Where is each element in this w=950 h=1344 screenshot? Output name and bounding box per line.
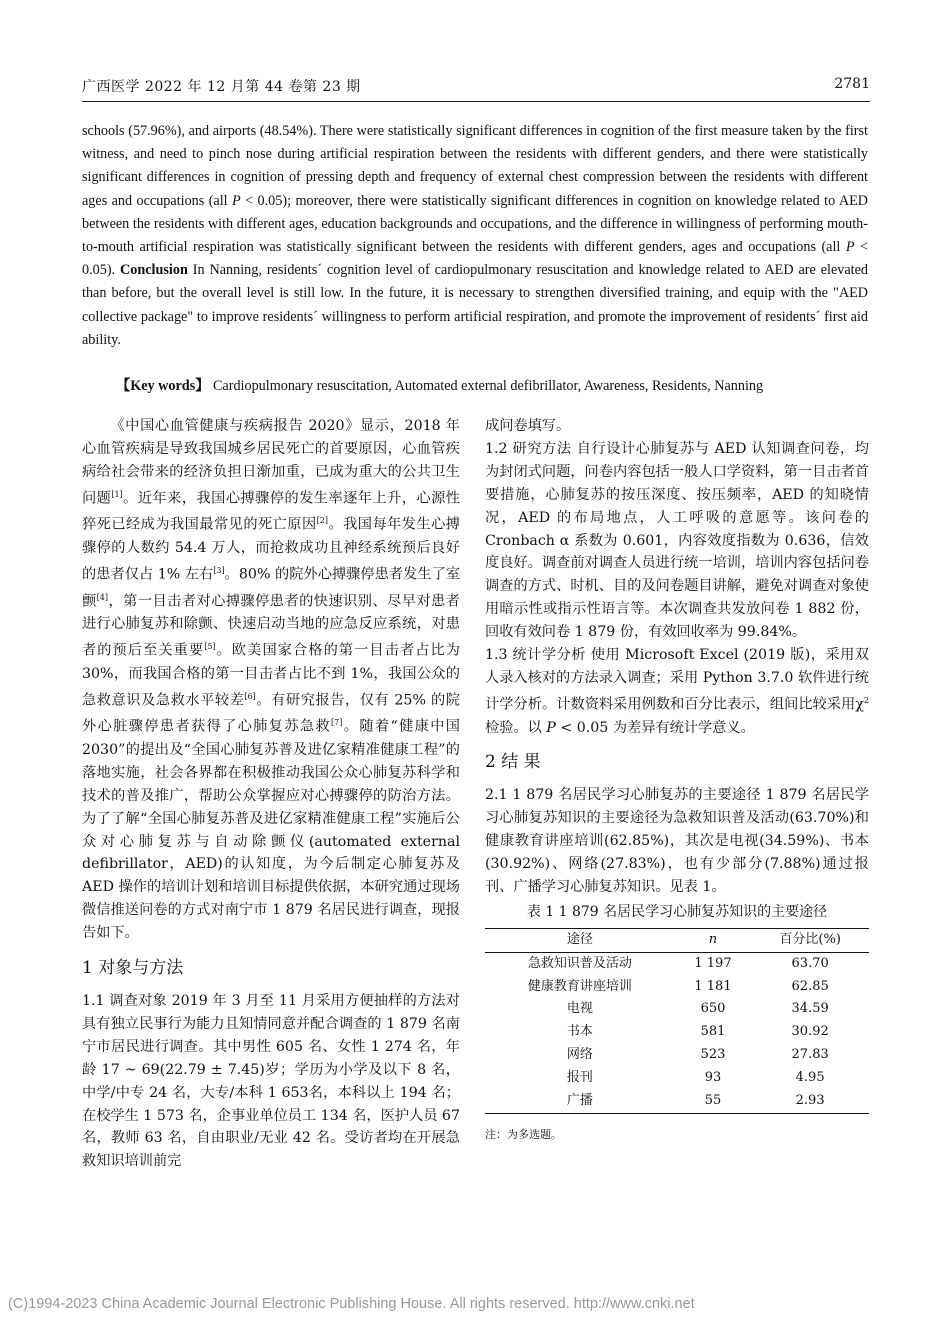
table-cell: 27.83: [791, 1047, 829, 1063]
table-cell: 广播: [566, 1093, 593, 1109]
table-cell: 健康教育讲座培训: [527, 978, 632, 994]
citation: [2]: [316, 516, 328, 526]
conclusion-label: Conclusion: [120, 262, 188, 279]
table-cell: 电视: [566, 1001, 593, 1017]
page-number: 2781: [834, 76, 870, 92]
table-row: [485, 1090, 869, 1113]
table-cell: 93: [704, 1070, 722, 1086]
table-cell: 55: [704, 1093, 722, 1109]
subsection-2-1: 2.1 1 879 名居民学习心肺复苏的主要途径 1 879 名居民学习心肺复苏知识的主要途径为急救知识普及活动(63.70%)和健康教育讲座培训(62.85%)，其次是电视(34.59%)、书本(30.92%)、网络(27.83%)，也有少部分(7.88%)通过报刊、广播学习心肺复苏知识。见表 1。: [485, 787, 869, 895]
stats-text: < 0.05 为差异有统计学意义。: [555, 719, 755, 736]
copyright-footer: (C)1994-2023 China Academic Journal Electronic Publishing House. All rights reserved. http://www.cnki.net: [8, 1296, 695, 1312]
citation: [5]: [204, 642, 216, 652]
citation: [3]: [213, 565, 225, 575]
right-column: [485, 415, 869, 1147]
intro-sentence: 。随着“健康中国 2030”的提出及“全国心肺复苏普及进亿家精准健康工程”的落地实施，社会各界都在积极推动我国公众心肺复苏科学和技术的普及推广，帮助公众掌握应对心搏骤停的防治方法。为了了解“全国心肺复苏普及进亿家精准健康工程”实施后公众对心肺复苏与自动除颤仪(automated external defibrillator，AED)的认知度，为今后制定心肺复苏及 AED 操作的培训计划和培训目标提供依据，本研究通过现场微信推送问卷的方式对南宁市 1 879 名居民进行调查，现报告如下。: [82, 719, 460, 942]
intro-paragraph: [82, 415, 460, 945]
intro-sentence: 《中国心血管健康与疾病报告 2020》显示，2018 年心血管疾病是导致我国城乡居民死亡的首要原因，心血管疾病给社会带来的经济负担日渐加重，已成为重大的公共卫生问题: [82, 418, 460, 507]
table-header-row: [485, 928, 869, 952]
intro-sentence: 。80% 的院外心搏骤停患者发生了室颤: [82, 566, 461, 610]
table-cell: 62.85: [791, 978, 829, 994]
table-cell: 4.95: [795, 1070, 825, 1086]
intro-sentence: 。有研究报告，仅有 25% 的院外心脏骤停患者获得了心肺复苏急救: [82, 692, 460, 736]
abstract-text-3: < 0.05).: [82, 239, 868, 279]
citation: [1]: [111, 489, 123, 499]
table-cell: 30.92: [791, 1024, 829, 1040]
table-cell: 急救知识普及活动: [527, 955, 632, 971]
keywords-label: 【Key words】: [116, 378, 210, 394]
table-row: [485, 1021, 869, 1044]
table-header: 途径: [566, 931, 593, 947]
abstract-english: [82, 120, 868, 352]
table-cell: 2.93: [795, 1093, 825, 1109]
table-cell: 报刊: [566, 1070, 593, 1086]
table-1-title: 表 1 1 879 名居民学习心肺复苏知识的主要途径: [526, 903, 828, 920]
keywords: [116, 375, 868, 397]
p-value-symbol: P: [546, 719, 556, 736]
section-1-title: 1 对象与方法: [82, 958, 184, 979]
table-cell: 1 197: [694, 955, 732, 971]
table-row: [485, 976, 869, 999]
citation: [6]: [244, 691, 256, 701]
citation: [4]: [96, 592, 109, 602]
p-value-symbol: P: [845, 239, 855, 256]
keywords-text: Cardiopulmonary resuscitation, Automated external defibrillator, Awareness, Residents, Nanning: [209, 378, 764, 394]
intro-sentence: 。我国每年发生心搏骤停的人数约 54.4 万人，而抢救成功且神经系统预后良好的患者仅占 1% 左右: [82, 517, 460, 583]
intro-sentence: 。欧美国家合格的第一目击者占比为 30%，而我国合格的第一目击者占比不到 1%，我国公众的急救意识及急救水平较差: [82, 642, 460, 709]
continued-text: 成问卷填写。: [485, 418, 571, 434]
intro-sentence: 。近年来，我国心搏骤停的发生率逐年上升，心源性猝死已经成为我国最常见的死亡原因: [82, 490, 460, 534]
table-row: [485, 1044, 869, 1067]
subsection-1-3: [485, 644, 869, 739]
table-cell: 书本: [566, 1024, 593, 1040]
stats-text: 1.3 统计学分析 使用 Microsoft Excel (2019 版)，采用双人录入核对的方法录入调查；采用 Python 3.7.0 软件进行统计学分析。计数资料采用例数和百分比表示，组间比较采用χ: [485, 647, 869, 713]
p-value-symbol: P: [232, 192, 241, 209]
table-row: [485, 952, 869, 975]
table-cell: 63.70: [791, 955, 829, 971]
n-symbol: n: [708, 931, 718, 947]
table-cell: 1 181: [694, 978, 732, 994]
table-note: 注：为多选题。: [485, 1128, 562, 1142]
left-column: [82, 415, 460, 1173]
table-cell: 网络: [566, 1047, 593, 1063]
conclusion-text: In Nanning, residents´ cognition level of cardiopulmonary resuscitation and knowledge related to AED are elevated than before, but the overall level is still low. In the future, it is necessary to strengthen diversified training, and equip with the "AED collective package" to improve residents´ willingness to perform artificial respiration, and promote the improvement of residents´ first aid ability.: [82, 262, 868, 348]
table-1: [485, 928, 869, 1114]
intro-sentence: ，第一目击者对心搏骤停患者的快速识别、尽早对患者进行心肺复苏和除颤、快速启动当地的应急反应系统，对患者的预后至关重要: [82, 593, 460, 659]
abstract-text-1: schools (57.96%), and airports (48.54%). There were statistically significant differences in cognition of the first measure taken by the first witness, and need to pinch nose during artificial respiration between the residents with different genders, and there were statistically significant differences in cognition of pressing depth and frequency of external chest compression between the residents with different ages and occupations (all: [82, 123, 868, 209]
abstract-text-2: < 0.05); moreover, there were statistically significant differences in cognition on knowledge related to AED between the residents with different ages, education backgrounds and occupations, and the difference in willingness of performing mouth-to-mouth artificial respiration was statistically significant between the residents with different genders, ages and occupations (all: [82, 192, 868, 256]
subsection-1-1: 1.1 调查对象 2019 年 3 月至 11 月采用方便抽样的方法对具有独立民事行为能力且知情同意并配合调查的 1 879 名南宁市居民进行调查。其中男性 605 名、女性 1 274 名，年龄 17 ~ 69(22.79 ± 7.45)岁；学历为小学及以下 8 名，中学/中专 24 名，大专/本科 1 653名，本科以上 194 名；在校学生 1 573 名，企事业单位员工 134 名，医护人员 67 名，教师 63 名，自由职业/无业 42 名。受访者均在开展急救知识培训前完: [82, 992, 460, 1170]
table-cell: 34.59: [791, 1001, 829, 1017]
subsection-1-2: 1.2 研究方法 自行设计心肺复苏与 AED 认知调查问卷，均为封闭式问题，问卷内容包括一般人口学资料，第一目击者首要措施，心肺复苏的按压深度、按压频率，AED 的知晓情况，AED 的布局地点，人工呼吸的意愿等。该问卷的 Cronbach α 系数为 0.601，内容效度指数为 0.636，信效度良好。调查前对调查人员进行统一培训，培训内容包括问卷调查的方式、时机、目的及问卷题目讲解，避免对调查对象使用暗示性或指示性语言等。本次调查共发放问卷 1 882 份，回收有效问卷 1 879 份，有效回收率为 99.84%。: [485, 440, 869, 641]
stats-text: 检验。以: [485, 719, 547, 736]
header-rule: [82, 101, 870, 102]
table-row: [485, 998, 869, 1021]
table-header: [675, 928, 752, 952]
table-header: 百分比(%): [779, 931, 841, 947]
table-cell: 523: [700, 1047, 726, 1063]
table-row: [485, 1067, 869, 1090]
section-2-title: 2 结 果: [485, 752, 541, 773]
table-cell: 650: [700, 1001, 726, 1017]
citation: [7]: [331, 718, 343, 728]
chi-square-superscript: 2: [863, 695, 869, 705]
table-cell: 581: [700, 1024, 726, 1040]
journal-header: 广西医学 2022 年 12 月第 44 卷第 23 期: [82, 79, 361, 95]
